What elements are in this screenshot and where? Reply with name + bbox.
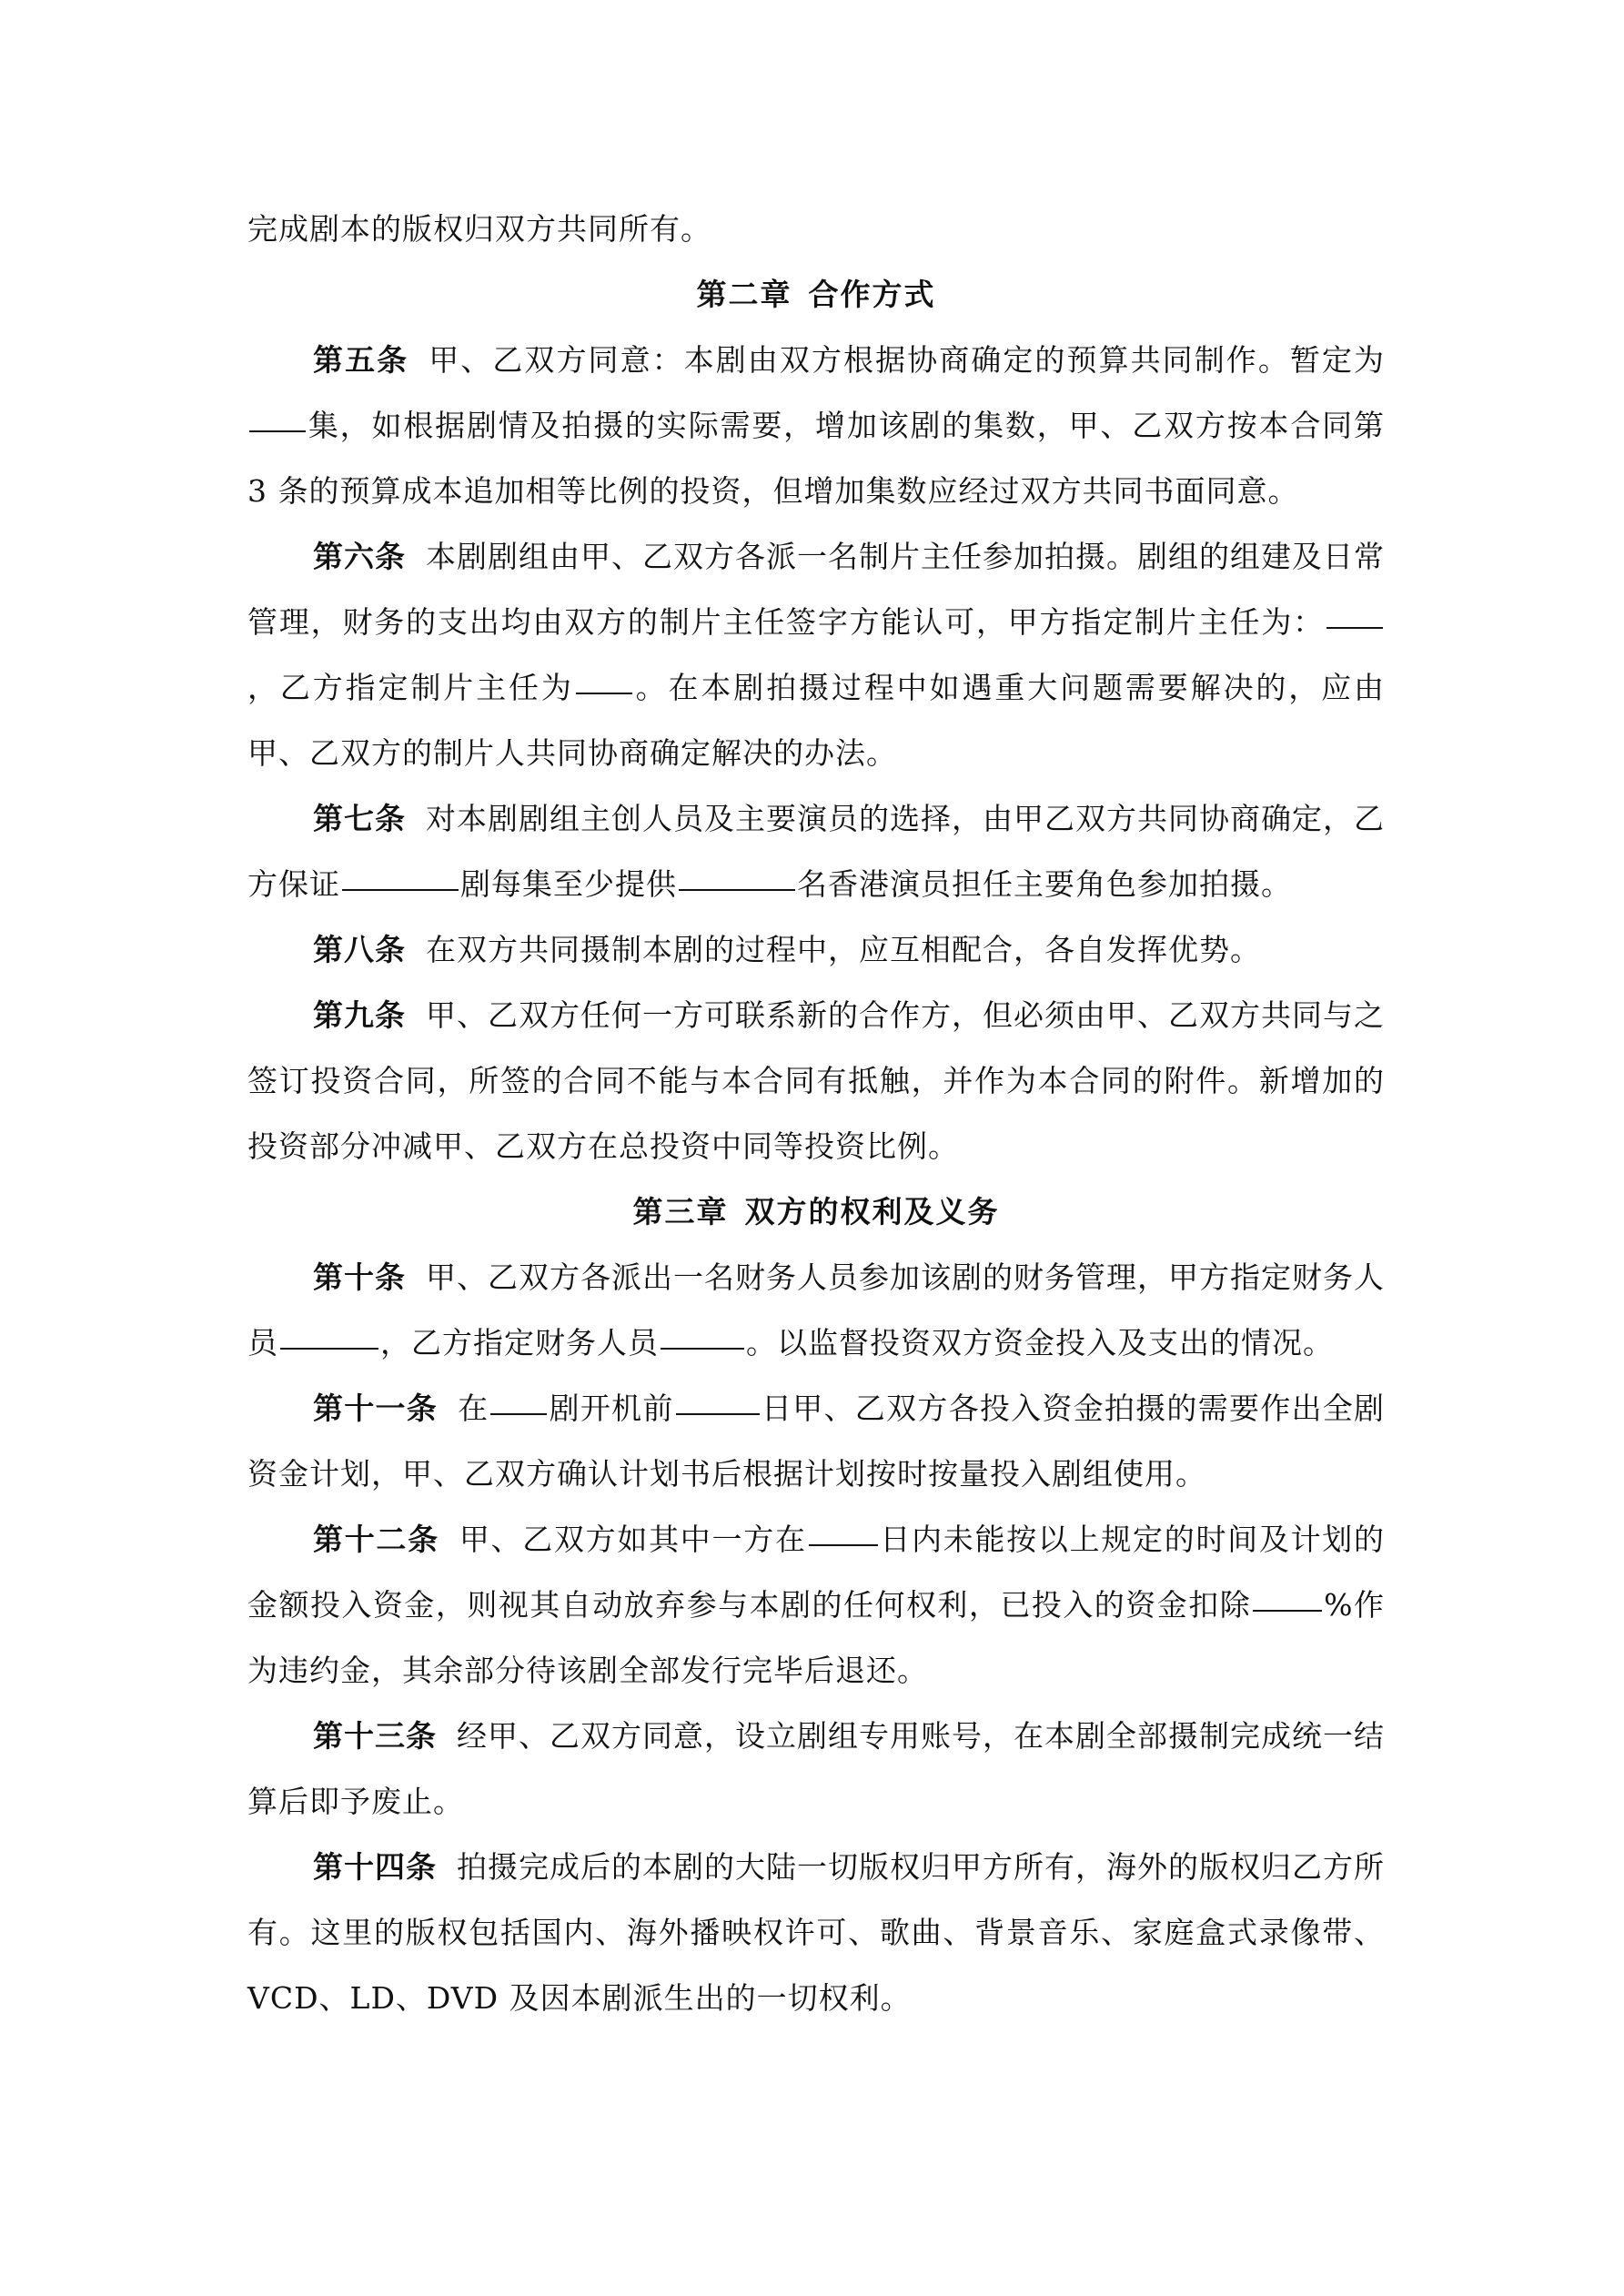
article-14 bbox=[247, 1835, 1385, 2031]
article-text: 甲、乙双方任何一方可联系新的合作方，但必须由甲、乙双方共同与之签订投资合同，所签的合同不能与本合同有抵触，并作为本合同的附件。新增加的投资部分冲减甲、乙双方在总投资中同等投资比例。 bbox=[247, 997, 1385, 1164]
paragraph-text: 完成剧本的版权归双方共同所有。 bbox=[247, 211, 711, 247]
article-label: 第十一条 bbox=[313, 1391, 439, 1426]
fill-in-blank bbox=[1326, 626, 1383, 629]
article-text: 甲、乙双方各派出一名财务人员参加该剧的财务管理，甲方指定财务人员 bbox=[247, 1259, 1385, 1360]
article-9 bbox=[247, 983, 1385, 1179]
paragraph-carryover bbox=[247, 197, 1385, 262]
article-5 bbox=[247, 328, 1385, 524]
article-label: 第十条 bbox=[313, 1259, 406, 1295]
article-label: 第十四条 bbox=[313, 1849, 437, 1885]
article-text: 对本剧剧组主创人员及主要演员的选择，由甲乙双方共同协商确定，乙方保证 bbox=[247, 801, 1385, 902]
article-11 bbox=[247, 1376, 1385, 1507]
article-text: 集，如根据剧情及拍摄的实际需要，增加该剧的集数，甲、乙双方按本合同第 3 条的预算成本追加相等比例的投资，但增加集数应经过双方共同书面同意。 bbox=[247, 408, 1385, 509]
article-text: 在 bbox=[458, 1391, 489, 1426]
article-text: ，乙方指定财务人员 bbox=[380, 1325, 659, 1360]
article-label: 第七条 bbox=[313, 801, 406, 836]
article-6 bbox=[247, 524, 1385, 786]
article-text: 。在本剧拍摄过程中如遇重大问题需要解决的，应由甲、乙双方的制片人共同协商确定解决的办法。 bbox=[247, 670, 1386, 771]
article-text: 拍摄完成后的本剧的大陆一切版权归甲方所有，海外的版权归乙方所有。这里的版权包括国内、海外播映权许可、歌曲、背景音乐、家庭盒式录像带、VCD、LD、DVD 及因本剧派生出的一切权利。 bbox=[247, 1849, 1385, 2016]
chapter-heading-3 bbox=[247, 1179, 1385, 1245]
article-12 bbox=[247, 1507, 1385, 1704]
chapter-number: 第二章 bbox=[696, 277, 792, 312]
fill-in-blank bbox=[280, 1347, 378, 1350]
article-text: 甲、乙双方同意：本剧由双方根据协商确定的预算共同制作。暂定为 bbox=[429, 342, 1385, 378]
article-text: 经甲、乙双方同意，设立剧组专用账号，在本剧全部摄制完成统一结算后即予废止。 bbox=[247, 1718, 1385, 1819]
fill-in-blank bbox=[249, 430, 306, 432]
contract-body bbox=[247, 197, 1385, 2031]
article-label: 第六条 bbox=[313, 539, 406, 574]
article-text: 。以监督投资双方资金投入及支出的情况。 bbox=[746, 1325, 1334, 1360]
article-8 bbox=[247, 917, 1385, 983]
article-label: 第九条 bbox=[313, 997, 406, 1033]
article-text: 日内未能按以上规定的时间及计划的金额投入资金，则视其自动放弃参与本剧的任何权利，已投入的资金扣除 bbox=[247, 1522, 1386, 1623]
chapter-heading-2 bbox=[247, 262, 1385, 328]
article-text: 在双方共同摄制本剧的过程中，应互相配合，各自发挥优势。 bbox=[426, 932, 1261, 967]
fill-in-blank bbox=[661, 1347, 744, 1350]
article-10 bbox=[247, 1245, 1385, 1376]
fill-in-blank bbox=[490, 1412, 547, 1415]
article-text: 日甲、乙双方各投入资金拍摄的需要作出全剧资金计划，甲、乙双方确认计划书后根据计划按时按量投入剧组使用。 bbox=[247, 1391, 1386, 1492]
fill-in-blank bbox=[342, 888, 459, 891]
fill-in-blank bbox=[576, 692, 632, 694]
chapter-title: 双方的权利及义务 bbox=[744, 1194, 1000, 1229]
article-label: 第八条 bbox=[313, 932, 406, 967]
article-label: 第十二条 bbox=[313, 1522, 439, 1557]
article-text: 剧开机前 bbox=[549, 1391, 674, 1426]
article-text: 名香港演员担任主要角色参加拍摄。 bbox=[797, 866, 1292, 902]
article-text: 剧每集至少提供 bbox=[460, 866, 677, 902]
fill-in-blank bbox=[679, 888, 795, 891]
article-7 bbox=[247, 786, 1385, 917]
article-text: 本剧剧组由甲、乙双方各派一名制片主任参加拍摄。剧组的组建及日常管理，财务的支出均由双方的制片主任签字方能认可，甲方指定制片主任为： bbox=[247, 539, 1385, 640]
article-text: %作为违约金，其余部分待该剧全部发行完毕后退还。 bbox=[247, 1587, 1386, 1688]
article-label: 第十三条 bbox=[313, 1718, 437, 1754]
article-13 bbox=[247, 1704, 1385, 1835]
article-text: 甲、乙双方如其中一方在 bbox=[459, 1522, 807, 1557]
fill-in-blank bbox=[1253, 1609, 1322, 1612]
article-label: 第五条 bbox=[313, 342, 409, 378]
fill-in-blank bbox=[676, 1412, 760, 1415]
article-text: ，乙方指定制片主任为 bbox=[247, 670, 574, 705]
chapter-title: 合作方式 bbox=[808, 277, 936, 312]
chapter-number: 第三章 bbox=[632, 1194, 729, 1229]
fill-in-blank bbox=[809, 1543, 878, 1546]
